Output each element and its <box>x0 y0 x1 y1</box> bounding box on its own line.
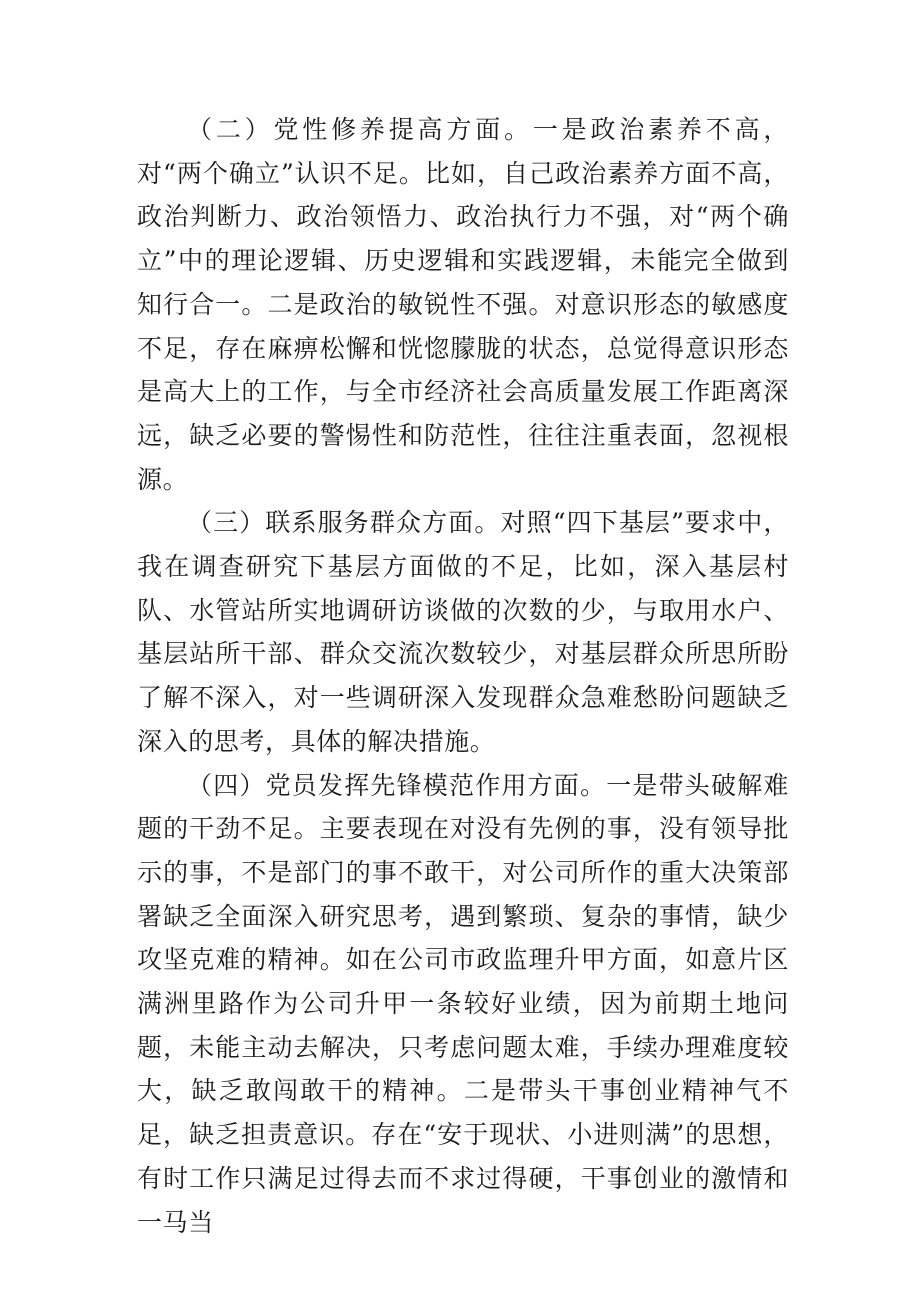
paragraph-party-spirit: （二）党性修养提高方面。一是政治素养不高，对“两个确立”认识不足。比如，自己政治素养方面不高，政治判断力、政治领悟力、政治执行力不强，对“两个确立”中的理论逻辑、历史逻辑和实践逻辑，未能完全做到知行合一。二是政治的敏锐性不强。对意识形态的敏感度不足，存在麻痹松懈和恍惚朦胧的状态，总觉得意识形态是高大上的工作，与全市经济社会高质量发展工作距离深远，缺乏必要的警惕性和防范性，往往注重表面，忽视根源。 <box>137 115 789 494</box>
paragraph-serving-masses: （三）联系服务群众方面。对照“四下基层”要求中，我在调查研究下基层方面做的不足，比如，深入基层村队、水管站所实地调研访谈做的次数的少，与取用水户、基层站所干部、群众交流次数较少，对基层群众所思所盼了解不深入，对一些调研深入发现群众急难愁盼问题缺乏深入的思考，具体的解决措施。 <box>137 508 789 756</box>
paragraph-vanguard-role: （四）党员发挥先锋模范作用方面。一是带头破解难题的干劲不足。主要表现在对没有先例的事，没有领导批示的事，不是部门的事不敢干，对公司所作的重大决策部署缺乏全面深入研究思考，遇到繁琐、复杂的事情，缺少攻坚克难的精神。如在公司市政监理升甲方面，如意片区满洲里路作为公司升甲一条较好业绩，因为前期土地问题，未能主动去解决，只考虑问题太难，手续办理难度较大，缺乏敢闯敢干的精神。二是带头干事创业精神气不足，缺乏担责意识。存在“安于现状、小进则满”的思想，有时工作只满足过得去而不求过得硬，干事创业的激情和一马当 <box>137 770 789 1237</box>
document-body <box>137 108 789 1244</box>
